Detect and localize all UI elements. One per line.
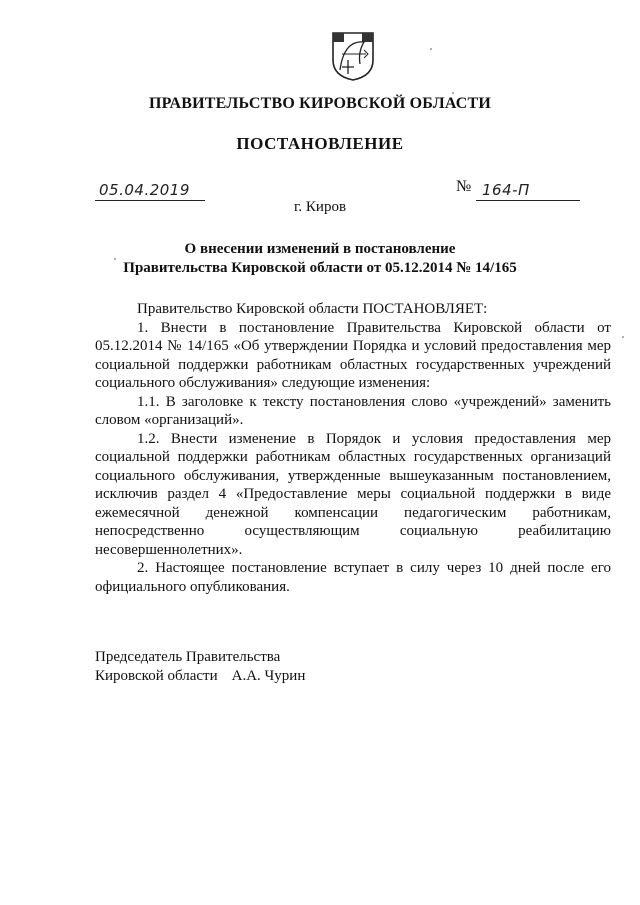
handwritten-date: 05.04.2019 [99,181,190,199]
body-paragraph: 1. Внести в постановление Правительства Кировской области от 05.12.2014 № 14/165 «Об утверждении Порядка и условий предоставления мер социальной поддержки работникам областных государственных учреждений социального обслуживания» следующие изменения: [95,319,611,391]
document-subject [0,240,640,278]
document-body [95,300,611,596]
date-field [95,180,205,201]
body-paragraph: 2. Настоящее постановление вступает в силу через 10 дней после его официального опубликования. [95,560,611,595]
document-type-heading: ПОСТАНОВЛЕНИЕ [236,134,404,153]
city-line: г. Киров [293,199,347,215]
scan-speck [114,258,116,260]
scan-speck [430,48,432,50]
number-field [476,180,580,201]
signature-block [95,648,305,686]
handwritten-number: 164-П [482,181,530,199]
body-paragraph: 1.1. В заголовке к тексту постановления слово «учреждений» заменить словом «организаций». [95,393,611,428]
number-label: № [456,178,472,195]
scan-speck [622,336,624,338]
subject-line-1: О внесении изменений в постановление [184,241,456,257]
signatory-name: А.А. Чурин [231,668,306,684]
body-paragraph: Правительство Кировской области ПОСТАНОВЛЯЕТ: [137,301,488,317]
kirov-coat-of-arms-icon [330,30,376,82]
signatory-position: Председатель Правительства [95,649,281,665]
subject-line-2: Правительства Кировской области от 05.12.2014 № 14/165 [123,260,517,276]
signatory-region: Кировской области [95,668,218,684]
organization-title: ПРАВИТЕЛЬСТВО КИРОВСКОЙ ОБЛАСТИ [148,95,492,112]
scan-speck [452,92,454,94]
body-paragraph: 1.2. Внести изменение в Порядок и условия предоставления мер социальной поддержки работникам областных государственных организаций социального обслуживания, утвержденные вышеуказанным постановлением, исключив раздел 4 «Предоставление меры социальной поддержки в виде ежемесячной денежной компенсации педагогическим работникам, непосредственно осуществляющим социальную реабилитацию несовершеннолетних». [95,430,611,558]
